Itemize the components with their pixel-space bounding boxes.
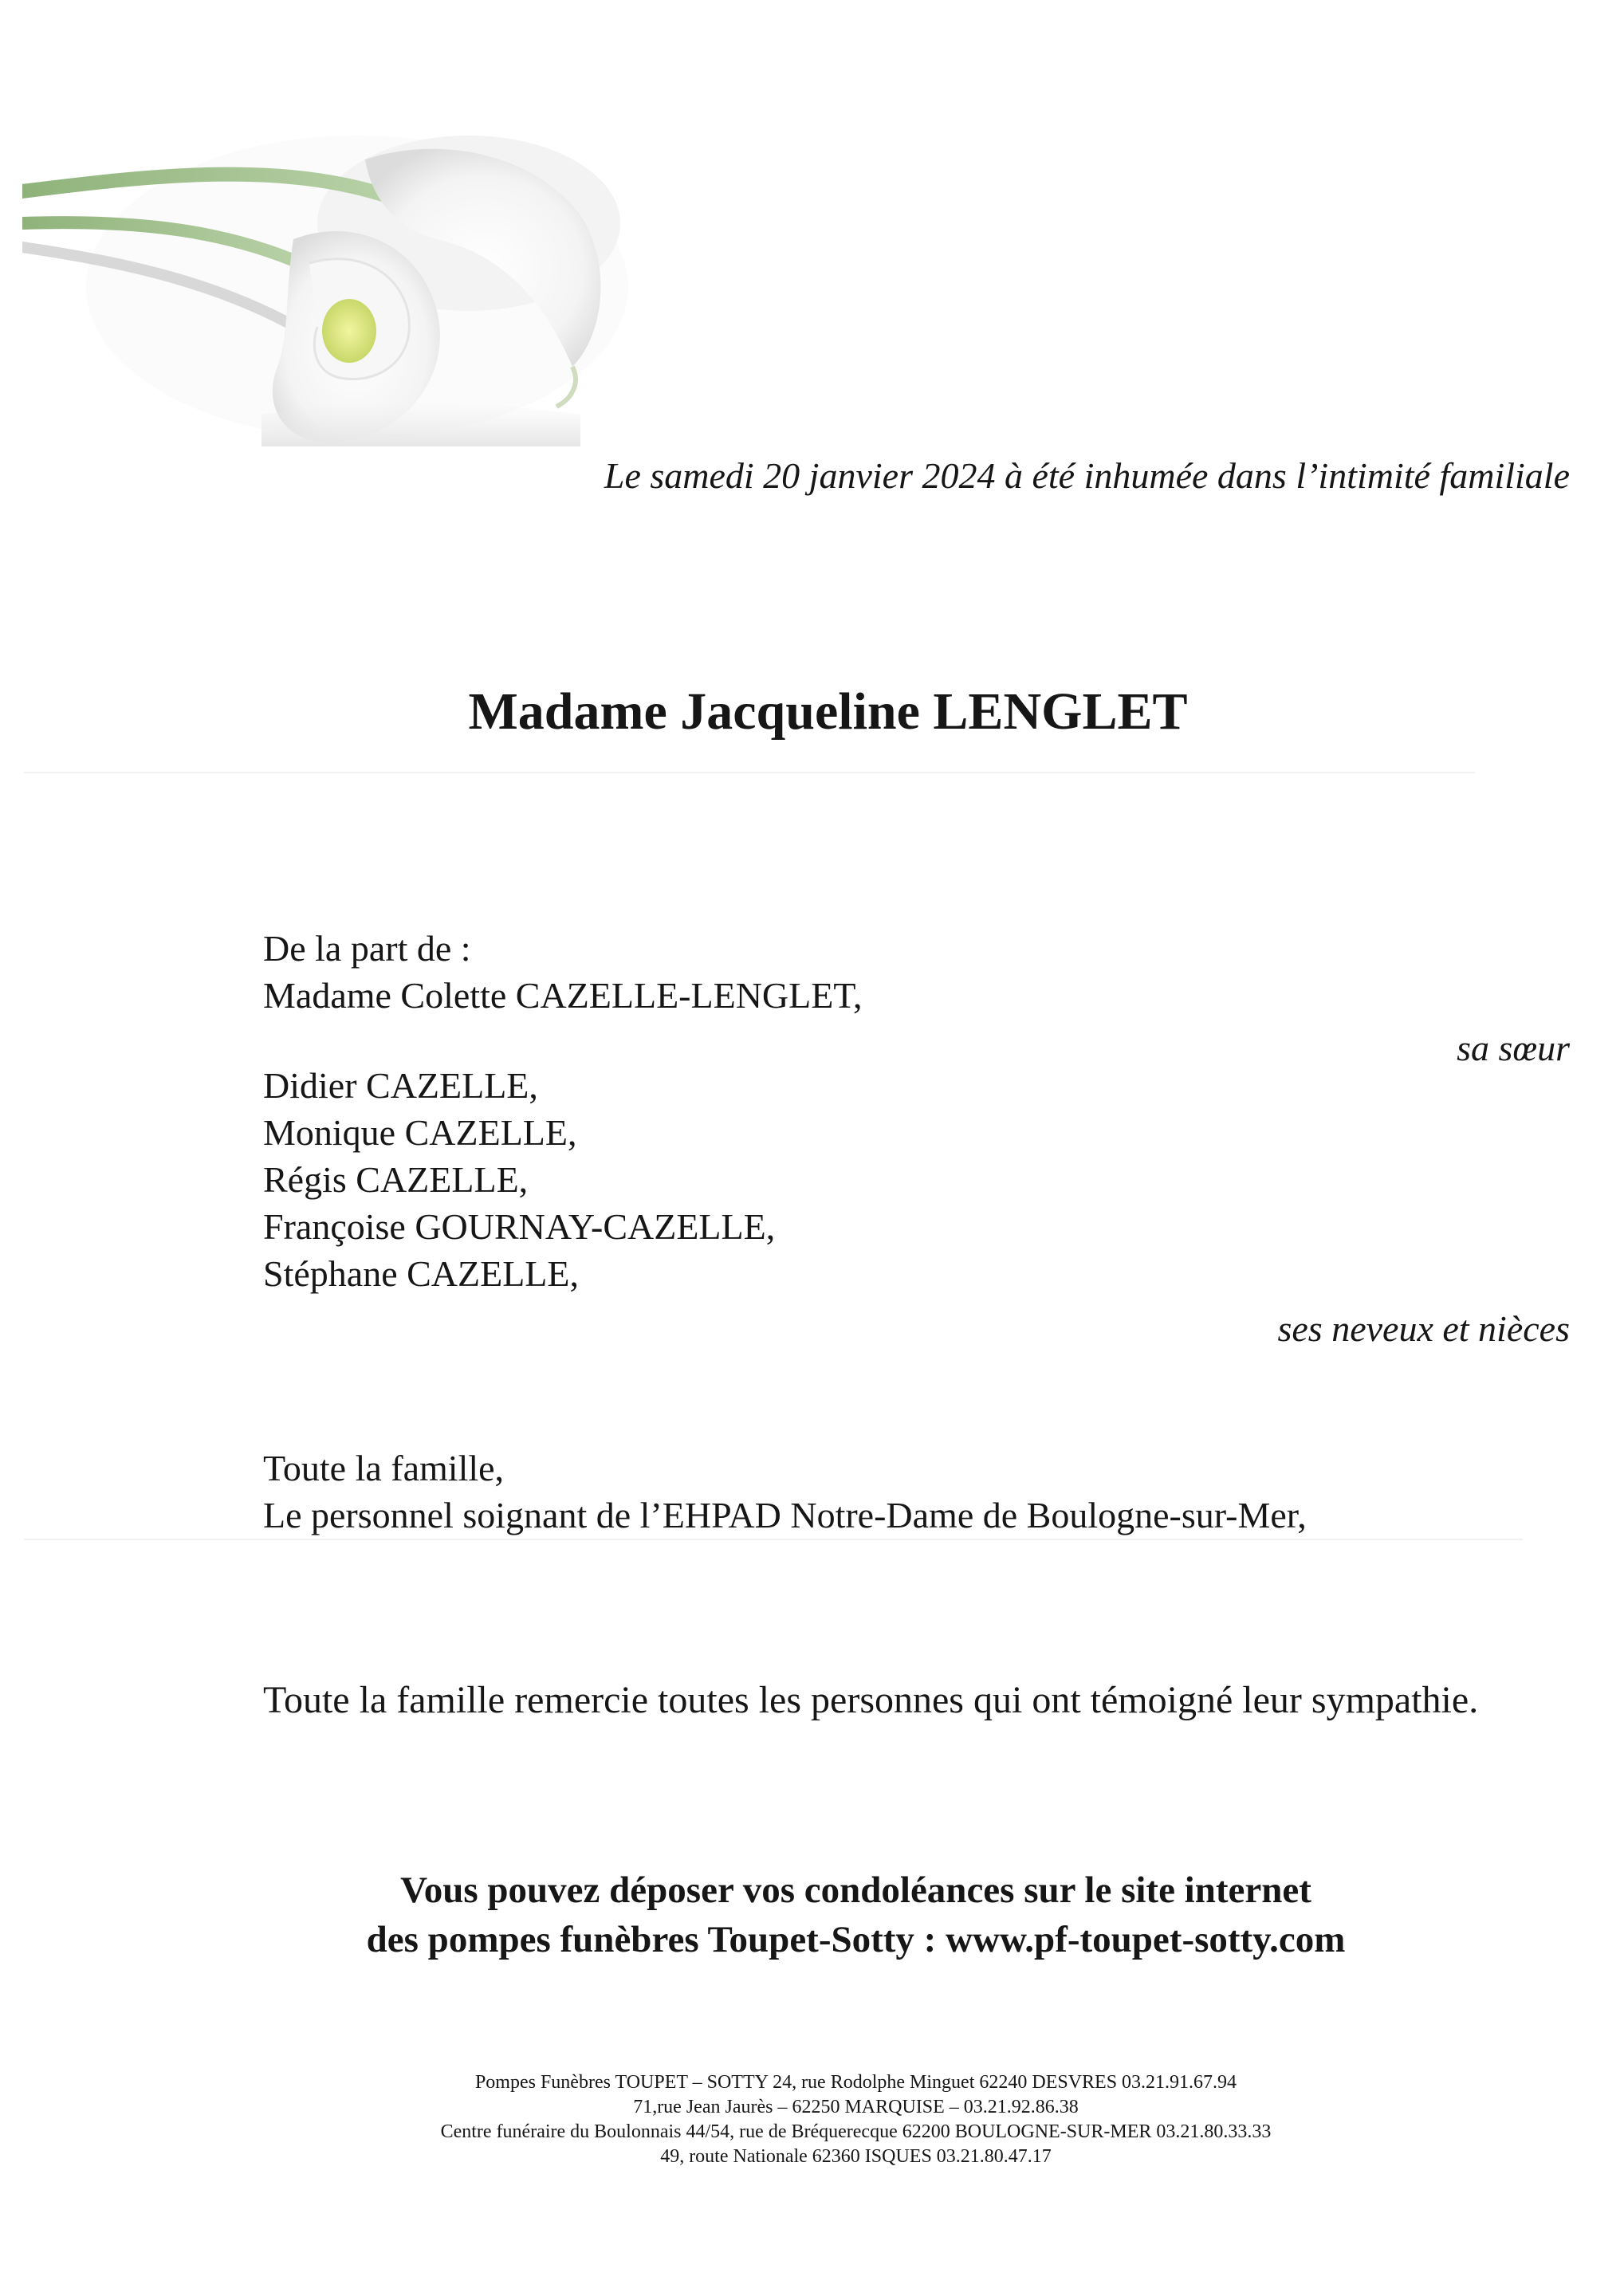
from-label: De la part de : xyxy=(263,928,471,969)
sister-relation: sa sœur xyxy=(1457,1028,1570,1068)
staff-line: Le personnel soignant de l’EHPAD Notre-Dame de Boulogne-sur-Mer, xyxy=(263,1495,1307,1535)
footer-line: Centre funéraire du Boulonnais 44/54, rue de Bréquerecque 62200 BOULOGNE-SUR-MER 03.21.80.33.33 xyxy=(440,2121,1272,2142)
footer-line: Pompes Funèbres TOUPET – SOTTY 24, rue Rodolphe Minguet 62240 DESVRES 03.21.91.67.94 xyxy=(474,2072,1237,2093)
condolences-line-1: Vous pouvez déposer vos condoléances sur le site internet xyxy=(400,1869,1311,1911)
burial-intro-text: Le samedi 20 janvier 2024 à été inhumée dans l’intimité familiale xyxy=(604,455,1570,496)
family-member: Monique CAZELLE, xyxy=(263,1112,577,1153)
calla-lily-flower-image xyxy=(22,128,628,446)
family-member: Didier CAZELLE, xyxy=(263,1065,538,1106)
sister-name: Madame Colette CAZELLE-LENGLET, xyxy=(263,975,863,1016)
family-member: Régis CAZELLE, xyxy=(263,1159,529,1200)
family-member: Stéphane CAZELLE, xyxy=(263,1253,580,1294)
faint-divider xyxy=(24,1539,1523,1540)
faint-divider xyxy=(24,772,1475,773)
condolences-notice xyxy=(0,1866,1624,1964)
from-block xyxy=(263,925,863,1019)
others-block xyxy=(263,1445,1307,1539)
thanks-text: Toute la famille remercie toutes les personnes qui ont témoigné leur sympathie. xyxy=(263,1679,1479,1721)
family-line: Toute la famille, xyxy=(263,1448,505,1488)
nephews-relation: ses neveux et nièces xyxy=(1277,1308,1570,1349)
funeral-home-footer xyxy=(0,2070,1624,2169)
family-member: Françoise GOURNAY-CAZELLE, xyxy=(263,1206,776,1247)
deceased-name: Madame Jacqueline LENGLET xyxy=(468,682,1188,741)
footer-line: 71,rue Jean Jaurès – 62250 MARQUISE – 03.21.92.86.38 xyxy=(633,2097,1079,2117)
nephews-nieces-list xyxy=(263,1062,775,1297)
footer-line: 49, route Nationale 62360 ISQUES 03.21.80.47.17 xyxy=(660,2146,1052,2167)
condolences-line-2: des pompes funèbres Toupet-Sotty : www.pf-toupet-sotty.com xyxy=(366,1919,1346,1960)
